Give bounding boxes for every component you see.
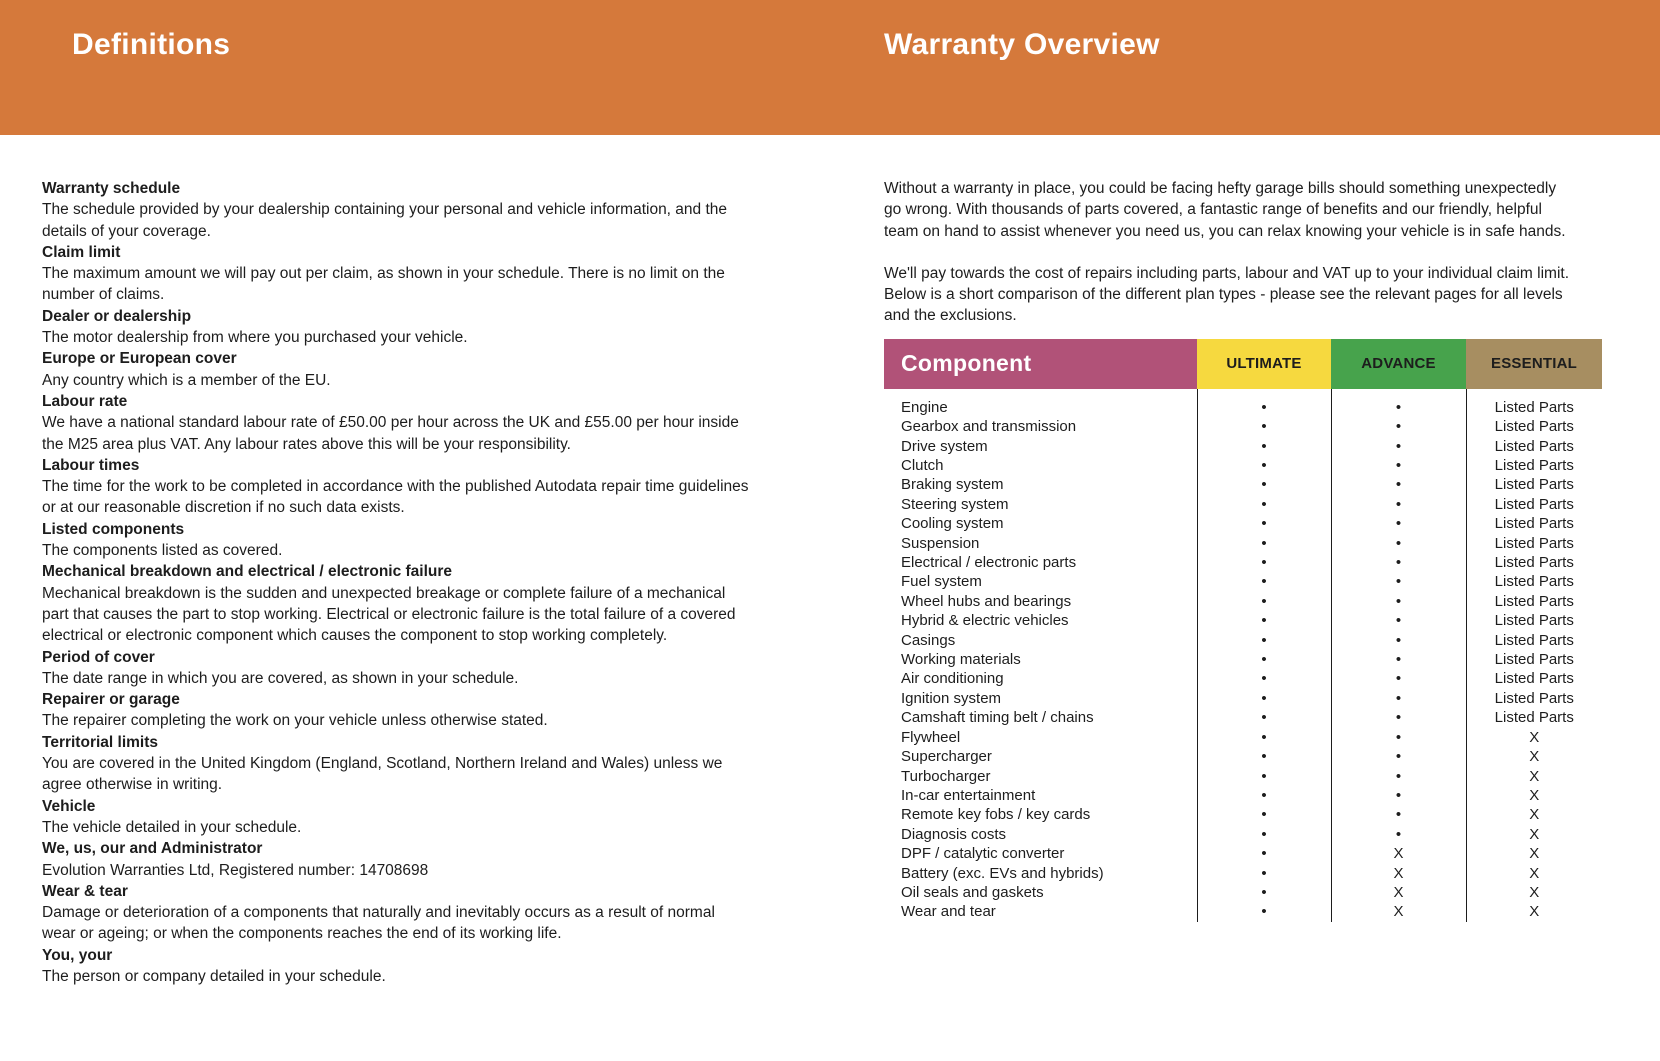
definition-term: Listed components xyxy=(42,520,185,538)
ultimate-cell: • xyxy=(1197,708,1331,727)
definition-term: Dealer or dealership xyxy=(42,307,192,325)
definition-item xyxy=(42,796,752,839)
definition-text: The components listed as covered. xyxy=(42,542,283,560)
component-row xyxy=(884,669,1602,688)
component-row xyxy=(884,805,1602,824)
definition-text: The person or company detailed in your schedule. xyxy=(42,967,386,985)
ultimate-cell: • xyxy=(1197,728,1331,747)
advance-cell: • xyxy=(1331,437,1466,456)
definition-text: The repairer completing the work on your vehicle unless otherwise stated. xyxy=(42,712,548,730)
component-row xyxy=(884,689,1602,708)
essential-cell: Listed Parts xyxy=(1466,611,1602,630)
component-name: Clutch xyxy=(901,457,944,474)
definition-item xyxy=(42,306,752,349)
essential-cell: Listed Parts xyxy=(1466,592,1602,611)
component-name: Flywheel xyxy=(901,728,961,746)
definition-text: The maximum amount we will pay out per claim, as shown in your schedule. There is no limit on the number of claims. xyxy=(42,265,725,304)
definition-item xyxy=(42,838,752,881)
definition-term: Europe or European cover xyxy=(42,350,237,368)
component-name: Ignition system xyxy=(901,689,1002,707)
ultimate-cell: • xyxy=(1197,786,1331,805)
essential-cell: Listed Parts xyxy=(1466,534,1602,553)
ultimate-cell: • xyxy=(1197,767,1331,786)
overview-intro-paragraph-2: We'll pay towards the cost of repairs including parts, labour and VAT up to your individual claim limit. Below is a short comparison of the different plan types - please see the relevant pages for all levels and the exclusions. xyxy=(884,264,1569,325)
component-row xyxy=(884,825,1602,844)
definition-term: Vehicle xyxy=(42,797,96,815)
definition-item xyxy=(42,732,752,796)
component-row xyxy=(884,534,1602,553)
ultimate-cell: • xyxy=(1197,475,1331,494)
component-name: Drive system xyxy=(901,437,988,455)
ultimate-cell: • xyxy=(1197,825,1331,844)
plan-header-essential: ESSENTIAL xyxy=(1466,339,1602,389)
advance-cell: • xyxy=(1331,495,1466,514)
advance-cell: • xyxy=(1331,805,1466,824)
component-name: Suspension xyxy=(901,534,980,552)
definition-item xyxy=(42,348,752,391)
page-banner xyxy=(0,0,1660,135)
component-name: Wheel hubs and bearings xyxy=(901,592,1072,610)
component-table-body xyxy=(884,389,1602,922)
component-row xyxy=(884,611,1602,630)
component-row xyxy=(884,572,1602,591)
advance-cell: • xyxy=(1331,514,1466,533)
component-name: Hybrid & electric vehicles xyxy=(901,612,1069,630)
component-row xyxy=(884,902,1602,921)
component-name: Battery (exc. EVs and hybrids) xyxy=(901,864,1104,882)
component-row xyxy=(884,650,1602,669)
definition-term: Labour times xyxy=(42,456,140,474)
essential-cell: Listed Parts xyxy=(1466,572,1602,591)
component-row xyxy=(884,864,1602,883)
component-name: Fuel system xyxy=(901,573,982,591)
ultimate-cell: • xyxy=(1197,417,1331,436)
definitions-title: Definitions xyxy=(72,28,231,61)
definition-text: Evolution Warranties Ltd, Registered number: 14708698 xyxy=(42,861,429,879)
definition-text: The motor dealership from where you purchased your vehicle. xyxy=(42,329,468,347)
definition-item xyxy=(42,945,752,988)
essential-cell: Listed Parts xyxy=(1466,495,1602,514)
advance-cell: • xyxy=(1331,475,1466,494)
ultimate-cell: • xyxy=(1197,902,1331,921)
definition-item xyxy=(42,689,752,732)
overview-section xyxy=(884,178,1604,922)
definition-item xyxy=(42,561,752,646)
essential-cell: Listed Parts xyxy=(1466,650,1602,669)
advance-cell: • xyxy=(1331,825,1466,844)
component-name: Electrical / electronic parts xyxy=(901,554,1077,572)
essential-cell: Listed Parts xyxy=(1466,389,1602,417)
definition-item xyxy=(42,455,752,519)
component-row xyxy=(884,592,1602,611)
table-header xyxy=(884,339,1602,389)
definition-text: You are covered in the United Kingdom (England, Scotland, Northern Ireland and Wales) unless we agree otherwise in writing. xyxy=(42,755,723,794)
component-row xyxy=(884,495,1602,514)
essential-cell: Listed Parts xyxy=(1466,708,1602,727)
definition-text: Damage or deterioration of a components that naturally and inevitably occurs as a result of normal wear or ageing; or when the components reaches the end of its working life. xyxy=(42,904,715,943)
definition-text: The time for the work to be completed in accordance with the published Autodata repair time guidelines or at our reasonable discretion if no such data exists. xyxy=(42,478,749,517)
ultimate-cell: • xyxy=(1197,844,1331,863)
ultimate-cell: • xyxy=(1197,592,1331,611)
component-row xyxy=(884,708,1602,727)
essential-cell: X xyxy=(1466,883,1602,902)
definition-text: The date range in which you are covered, as shown in your schedule. xyxy=(42,669,519,687)
ultimate-cell: • xyxy=(1197,864,1331,883)
component-name: Working materials xyxy=(901,651,1021,669)
definition-term: Labour rate xyxy=(42,392,128,410)
component-row xyxy=(884,553,1602,572)
component-row xyxy=(884,514,1602,533)
ultimate-cell: • xyxy=(1197,456,1331,475)
component-row xyxy=(884,475,1602,494)
advance-cell: • xyxy=(1331,728,1466,747)
definitions-list xyxy=(42,178,752,987)
definition-term: We, us, our and Administrator xyxy=(42,840,263,858)
ultimate-cell: • xyxy=(1197,747,1331,766)
essential-cell: X xyxy=(1466,786,1602,805)
component-column-header: Component xyxy=(884,339,1197,389)
advance-cell: • xyxy=(1331,456,1466,475)
essential-cell: X xyxy=(1466,825,1602,844)
ultimate-cell: • xyxy=(1197,389,1331,417)
table-header-row xyxy=(884,339,1602,389)
ultimate-cell: • xyxy=(1197,514,1331,533)
plan-header-ultimate: ULTIMATE xyxy=(1197,339,1331,389)
advance-cell: • xyxy=(1331,767,1466,786)
essential-cell: X xyxy=(1466,728,1602,747)
essential-cell: Listed Parts xyxy=(1466,631,1602,650)
essential-cell: Listed Parts xyxy=(1466,437,1602,456)
warranty-overview-title: Warranty Overview xyxy=(884,28,1160,61)
advance-cell: • xyxy=(1331,650,1466,669)
definition-term: Warranty schedule xyxy=(42,180,181,197)
component-name: Gearbox and transmission xyxy=(901,418,1077,436)
component-name: Steering system xyxy=(901,495,1009,513)
component-name: Camshaft timing belt / chains xyxy=(901,709,1094,727)
advance-cell: • xyxy=(1331,572,1466,591)
advance-cell: • xyxy=(1331,631,1466,650)
ultimate-cell: • xyxy=(1197,883,1331,902)
component-row xyxy=(884,631,1602,650)
component-name: Wear and tear xyxy=(901,903,996,921)
ultimate-cell: • xyxy=(1197,572,1331,591)
component-row xyxy=(884,728,1602,747)
essential-cell: Listed Parts xyxy=(1466,417,1602,436)
definition-term: You, your xyxy=(42,946,113,964)
definition-item xyxy=(42,519,752,562)
component-name: Cooling system xyxy=(901,515,1004,533)
advance-cell: • xyxy=(1331,747,1466,766)
ultimate-cell: • xyxy=(1197,689,1331,708)
definition-term: Repairer or garage xyxy=(42,691,180,709)
essential-cell: Listed Parts xyxy=(1466,669,1602,688)
ultimate-cell: • xyxy=(1197,495,1331,514)
ultimate-cell: • xyxy=(1197,631,1331,650)
advance-cell: • xyxy=(1331,708,1466,727)
advance-cell: • xyxy=(1331,592,1466,611)
essential-cell: X xyxy=(1466,844,1602,863)
component-name: Supercharger xyxy=(901,748,992,766)
definition-term: Wear & tear xyxy=(42,882,128,900)
ultimate-cell: • xyxy=(1197,805,1331,824)
definition-term: Claim limit xyxy=(42,243,121,261)
definition-term: Period of cover xyxy=(42,648,155,666)
advance-cell: • xyxy=(1331,611,1466,630)
essential-cell: X xyxy=(1466,864,1602,883)
advance-cell: X xyxy=(1331,902,1466,921)
component-row xyxy=(884,767,1602,786)
component-name: DPF / catalytic converter xyxy=(901,845,1065,863)
advance-cell: • xyxy=(1331,786,1466,805)
essential-cell: X xyxy=(1466,805,1602,824)
essential-cell: Listed Parts xyxy=(1466,689,1602,708)
essential-cell: Listed Parts xyxy=(1466,456,1602,475)
advance-cell: • xyxy=(1331,534,1466,553)
component-name: In-car entertainment xyxy=(901,786,1036,804)
essential-cell: Listed Parts xyxy=(1466,475,1602,494)
component-row xyxy=(884,389,1602,417)
advance-cell: • xyxy=(1331,417,1466,436)
component-name: Air conditioning xyxy=(901,670,1004,688)
advance-cell: • xyxy=(1331,389,1466,417)
essential-cell: X xyxy=(1466,747,1602,766)
component-row xyxy=(884,786,1602,805)
component-row xyxy=(884,417,1602,436)
definition-text: The vehicle detailed in your schedule. xyxy=(42,818,302,836)
definition-text: We have a national standard labour rate of £50.00 per hour across the UK and £55.00 per hour inside the M25 area plus VAT. Any labour rates above this will be your responsibility. xyxy=(42,414,739,453)
component-row xyxy=(884,747,1602,766)
definition-item xyxy=(42,242,752,306)
definitions-section xyxy=(42,178,752,987)
ultimate-cell: • xyxy=(1197,437,1331,456)
definition-term: Territorial limits xyxy=(42,733,158,751)
essential-cell: X xyxy=(1466,902,1602,921)
advance-cell: X xyxy=(1331,844,1466,863)
advance-cell: • xyxy=(1331,689,1466,708)
component-name: Braking system xyxy=(901,476,1004,494)
component-row xyxy=(884,883,1602,902)
definition-text: Mechanical breakdown is the sudden and unexpected breakage or complete failure of a mechanical part that causes the part to stop working. Electrical or electronic failure is the total failure of a covered electrical or electronic component which causes the component to stop working completely. xyxy=(42,584,736,645)
component-name: Oil seals and gaskets xyxy=(901,883,1044,901)
plan-header-advance: ADVANCE xyxy=(1331,339,1466,389)
definition-term: Mechanical breakdown and electrical / electronic failure xyxy=(42,563,453,581)
ultimate-cell: • xyxy=(1197,534,1331,553)
component-name: Diagnosis costs xyxy=(901,825,1007,843)
advance-cell: • xyxy=(1331,553,1466,572)
essential-cell: X xyxy=(1466,767,1602,786)
ultimate-cell: • xyxy=(1197,553,1331,572)
essential-cell: Listed Parts xyxy=(1466,553,1602,572)
definition-text: The schedule provided by your dealership containing your personal and vehicle information, and the details of your coverage. xyxy=(42,201,728,240)
component-name: Casings xyxy=(901,631,956,649)
definition-item xyxy=(42,647,752,690)
component-name: Turbocharger xyxy=(901,767,991,785)
definition-text: Any country which is a member of the EU. xyxy=(42,371,331,389)
plan-comparison-table xyxy=(884,339,1602,922)
essential-cell: Listed Parts xyxy=(1466,514,1602,533)
definition-item xyxy=(42,178,752,242)
advance-cell: X xyxy=(1331,864,1466,883)
component-row xyxy=(884,437,1602,456)
definition-item xyxy=(42,881,752,945)
component-row xyxy=(884,456,1602,475)
component-row xyxy=(884,844,1602,863)
ultimate-cell: • xyxy=(1197,611,1331,630)
advance-cell: X xyxy=(1331,883,1466,902)
advance-cell: • xyxy=(1331,669,1466,688)
ultimate-cell: • xyxy=(1197,650,1331,669)
ultimate-cell: • xyxy=(1197,669,1331,688)
component-name: Remote key fobs / key cards xyxy=(901,806,1091,824)
definition-item xyxy=(42,391,752,455)
overview-intro-paragraph-1: Without a warranty in place, you could be facing hefty garage bills should something unexpectedly go wrong. With thousands of parts covered, a fantastic range of benefits and our friendly, helpful team on hand to assist whenever you need us, you can relax knowing your vehicle is in safe hands. xyxy=(884,180,1566,240)
component-name: Engine xyxy=(901,398,948,416)
